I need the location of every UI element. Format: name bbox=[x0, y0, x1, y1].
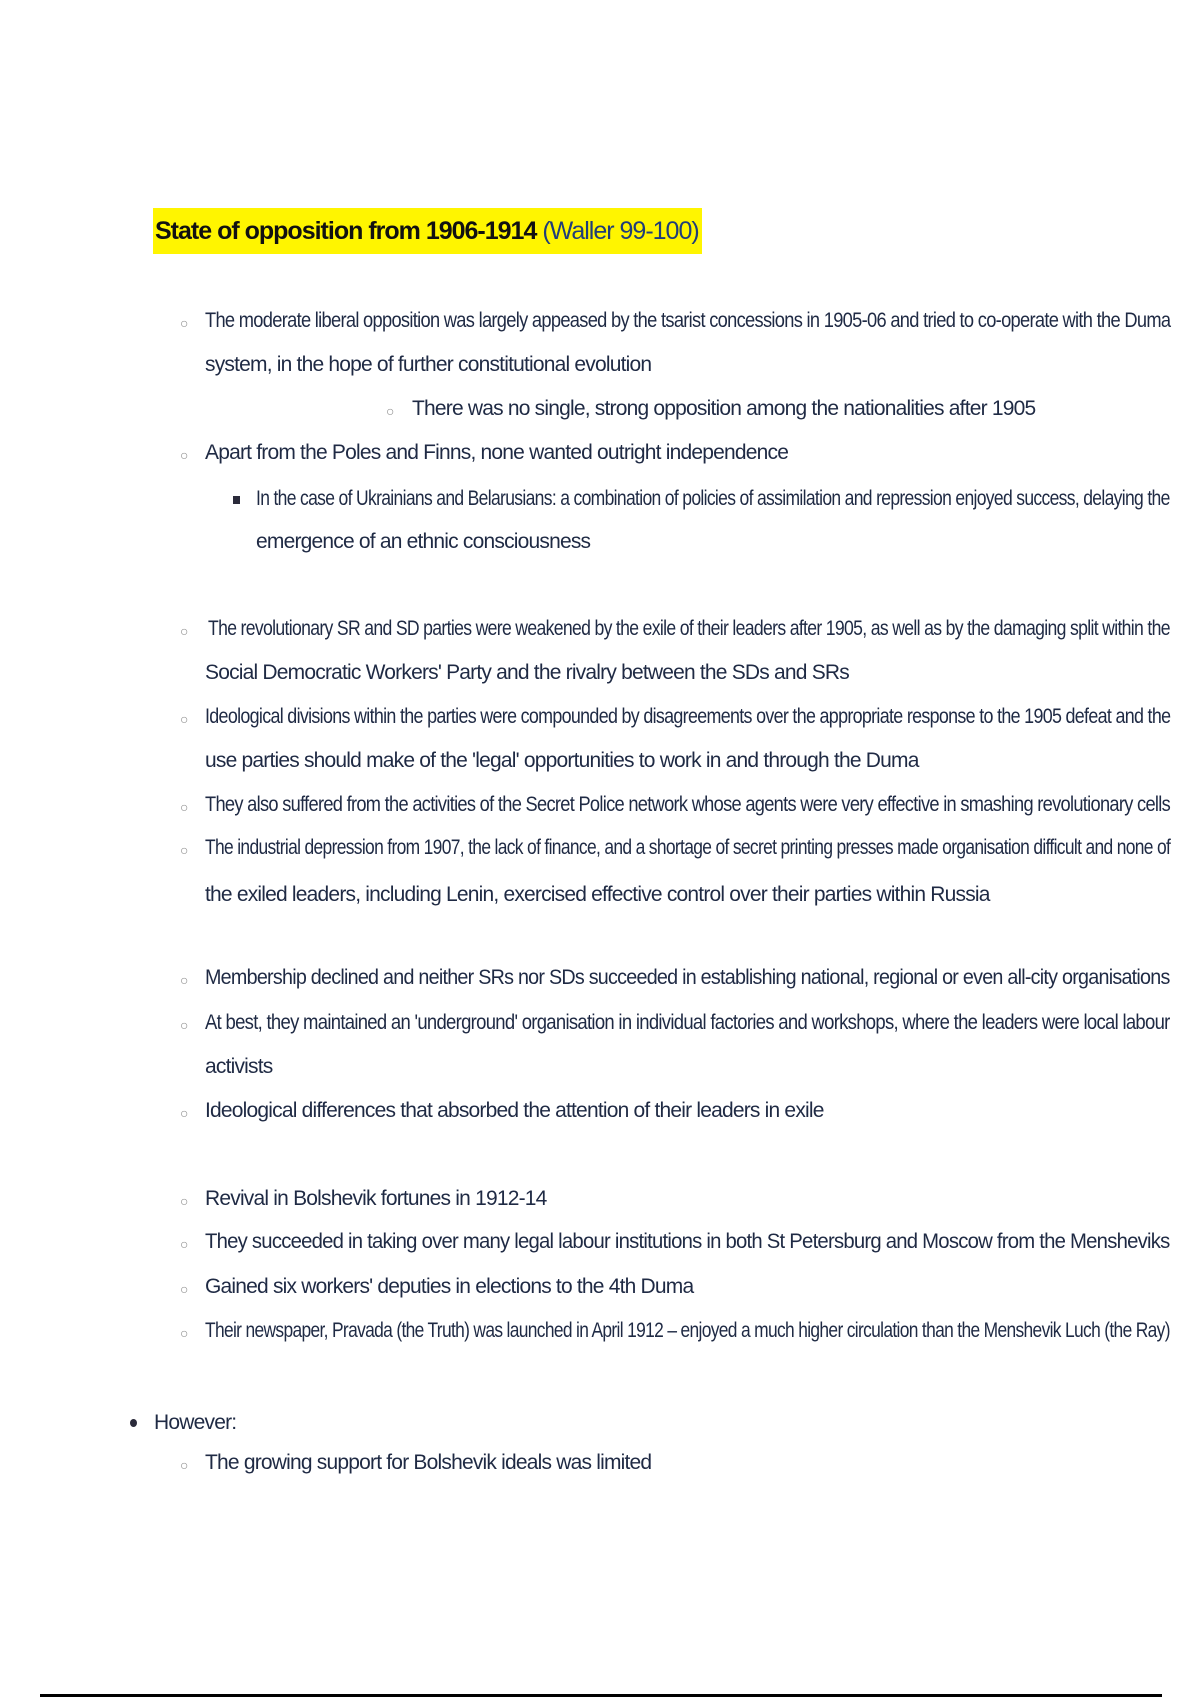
text-line: Their newspaper, Pravada (the Truth) was launched in April 1912 – enjoyed a much higher circulation than the Menshevik Luch (the Ray) bbox=[205, 1319, 1170, 1342]
circle-bullet-icon: ○ bbox=[180, 1457, 189, 1473]
circle-bullet-icon: ○ bbox=[180, 1017, 189, 1033]
circle-bullet-icon: ○ bbox=[180, 1193, 189, 1209]
text-line: Ideological divisions within the parties were compounded by disagreements over the appropriate response to the 1905 defeat and the bbox=[205, 705, 1171, 728]
text-line: In the case of Ukrainians and Belarusians: a combination of policies of assimilation and repression enjoyed success, delaying the bbox=[256, 487, 1170, 510]
text-line: Apart from the Poles and Finns, none wanted outright independence bbox=[205, 441, 789, 464]
square-bullet-icon bbox=[233, 496, 240, 504]
title-main: State of opposition from 1906-1914 bbox=[155, 217, 537, 245]
section-title bbox=[153, 208, 702, 254]
text-line: Revival in Bolshevik fortunes in 1912-14 bbox=[205, 1187, 547, 1210]
circle-bullet-icon: ○ bbox=[180, 1236, 189, 1252]
circle-bullet-icon: ○ bbox=[180, 447, 189, 463]
circle-bullet-icon: ○ bbox=[180, 1105, 189, 1121]
text-line: the exiled leaders, including Lenin, exercised effective control over their parties within Russia bbox=[205, 883, 990, 906]
circle-bullet-icon: ○ bbox=[180, 315, 189, 331]
text-line: Social Democratic Workers' Party and the rivalry between the SDs and SRs bbox=[205, 661, 849, 684]
text-line: There was no single, strong opposition among the nationalities after 1905 bbox=[412, 397, 1036, 420]
circle-bullet-icon: ○ bbox=[180, 972, 189, 988]
title-reference: (Waller 99-100) bbox=[542, 217, 699, 245]
circle-bullet-icon: ○ bbox=[386, 403, 395, 419]
text-line: Membership declined and neither SRs nor SDs succeeded in establishing national, regional or even all-city organisations bbox=[205, 966, 1170, 989]
circle-bullet-icon: ○ bbox=[180, 711, 189, 727]
circle-bullet-icon: ○ bbox=[180, 1325, 189, 1341]
circle-bullet-icon: ○ bbox=[180, 623, 189, 639]
text-line: Gained six workers' deputies in elections to the 4th Duma bbox=[205, 1275, 694, 1298]
bottom-rule bbox=[40, 1694, 1162, 1697]
text-line: They succeeded in taking over many legal labour institutions in both St Petersburg and Moscow from the Mensheviks bbox=[205, 1230, 1170, 1253]
text-line: Ideological differences that absorbed the attention of their leaders in exile bbox=[205, 1099, 824, 1122]
text-line: use parties should make of the 'legal' opportunities to work in and through the Duma bbox=[205, 749, 919, 772]
text-line: activists bbox=[205, 1055, 273, 1078]
text-line: emergence of an ethnic consciousness bbox=[256, 530, 591, 553]
circle-bullet-icon: ○ bbox=[180, 799, 189, 815]
filled-bullet-icon bbox=[130, 1419, 137, 1427]
text-line: They also suffered from the activities of the Secret Police network whose agents were very effective in smashing revolutionary cells bbox=[205, 793, 1171, 816]
text-line: At best, they maintained an 'underground' organisation in individual factories and workshops, where the leaders were local labour bbox=[205, 1011, 1170, 1034]
text-line: system, in the hope of further constitutional evolution bbox=[205, 353, 652, 376]
text-line: The industrial depression from 1907, the lack of finance, and a shortage of secret printing presses made organisation difficult and none of bbox=[205, 836, 1171, 859]
text-line: The moderate liberal opposition was largely appeased by the tsarist concessions in 1905-06 and tried to co-operate with the Duma bbox=[205, 309, 1171, 332]
circle-bullet-icon: ○ bbox=[180, 1281, 189, 1297]
text-line: However: bbox=[154, 1411, 237, 1434]
text-line: The growing support for Bolshevik ideals was limited bbox=[205, 1451, 652, 1474]
text-line: The revolutionary SR and SD parties were weakened by the exile of their leaders after 1905, as well as by the damaging split within the bbox=[208, 617, 1170, 640]
circle-bullet-icon: ○ bbox=[180, 842, 189, 858]
